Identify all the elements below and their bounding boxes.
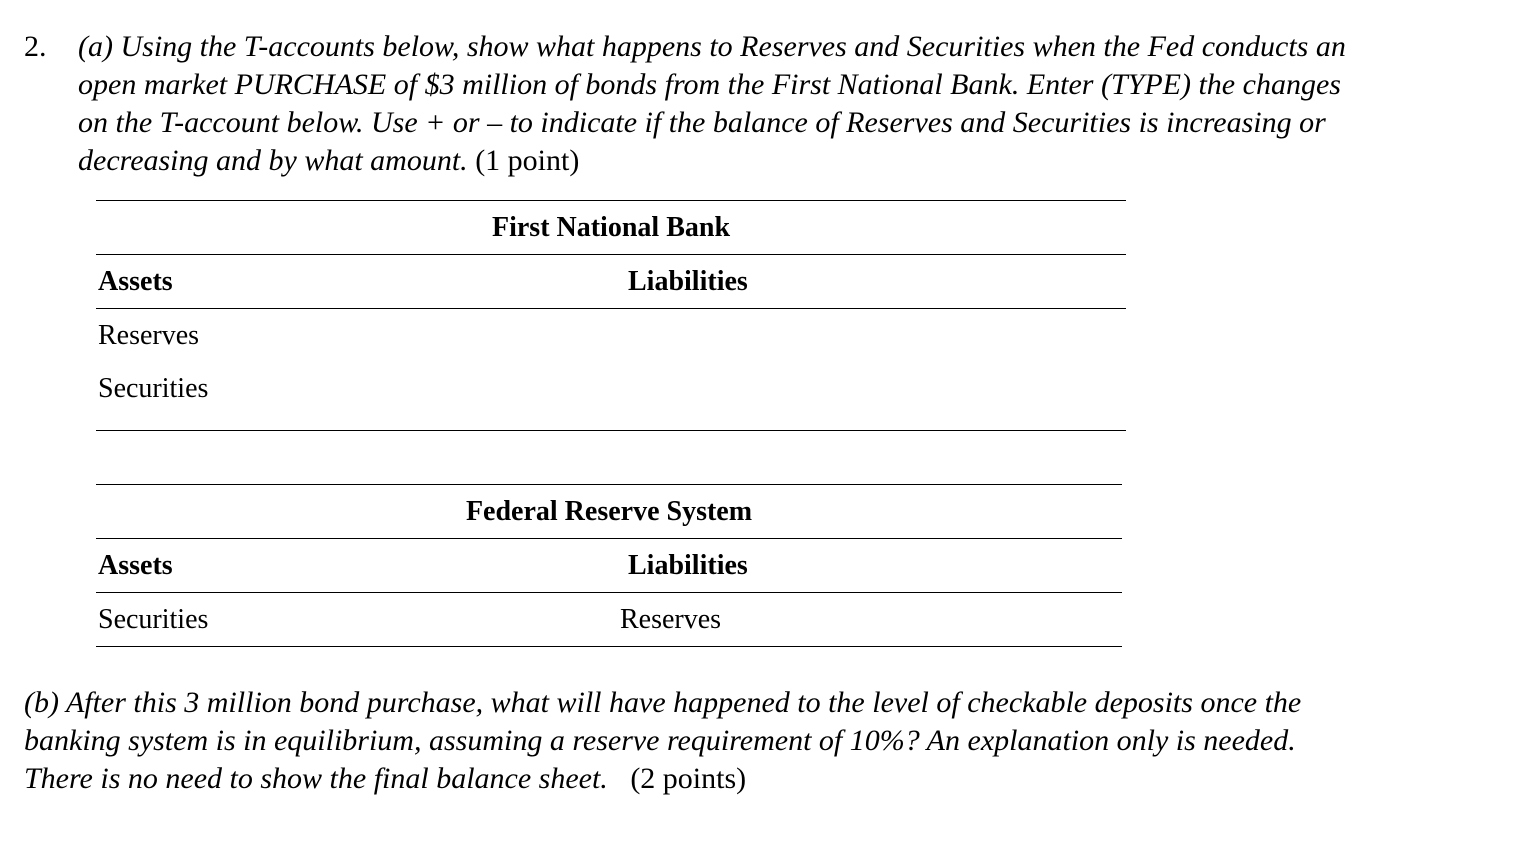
- divider: [96, 200, 1126, 201]
- t-account-title: First National Bank: [491, 212, 731, 243]
- part-b-line-3: There is no need to show the final balance sheet.: [24, 762, 608, 795]
- part-b-line-1: (b) After this 3 million bond purchase, what will have happened to the level of checkable deposits once the: [24, 686, 1302, 719]
- part-a-points: (1 point): [467, 144, 580, 177]
- part-a-line-2: open market PURCHASE of $3 million of bonds from the First National Bank. Enter (TYPE) the changes: [78, 68, 1341, 101]
- row-label-securities: Securities: [98, 604, 209, 635]
- reserves-change-input[interactable]: [296, 320, 480, 356]
- divider: [96, 430, 1126, 431]
- part-a-line-3: on the T-account below. Use + or – to indicate if the balance of Reserves and Securities is increasing or: [78, 106, 1326, 139]
- question-part-a: [78, 28, 1498, 180]
- question-number: 2.: [24, 30, 47, 63]
- part-b-points: (2 points): [607, 762, 747, 795]
- assets-header: Assets: [98, 550, 173, 581]
- row-label-securities: Securities: [98, 373, 209, 404]
- divider: [96, 592, 1122, 593]
- part-a-line-1: (a) Using the T-accounts below, show what happens to Reserves and Securities when the Fed conducts an: [78, 30, 1346, 63]
- question-part-b: [24, 684, 1444, 798]
- first-national-bank-t-account: [96, 200, 1126, 432]
- divider: [96, 646, 1122, 647]
- divider: [96, 538, 1122, 539]
- fed-reserves-change-input[interactable]: [796, 604, 960, 640]
- part-a-line-4: decreasing and by what amount.: [78, 144, 468, 177]
- row-label-reserves: Reserves: [98, 320, 200, 351]
- part-b-line-2: banking system is in equilibrium, assuming a reserve requirement of 10%? An explanation only is needed.: [24, 724, 1296, 757]
- divider: [96, 308, 1126, 309]
- assets-header: Assets: [98, 266, 173, 297]
- liabilities-header: Liabilities: [628, 266, 748, 297]
- row-label-reserves: Reserves: [620, 604, 722, 635]
- divider: [96, 254, 1126, 255]
- liabilities-header: Liabilities: [628, 550, 748, 581]
- divider: [96, 484, 1122, 485]
- fed-securities-change-input[interactable]: [296, 604, 460, 640]
- securities-change-input[interactable]: [296, 373, 480, 409]
- federal-reserve-t-account: [96, 484, 1122, 648]
- t-account-title: Federal Reserve System: [465, 496, 753, 527]
